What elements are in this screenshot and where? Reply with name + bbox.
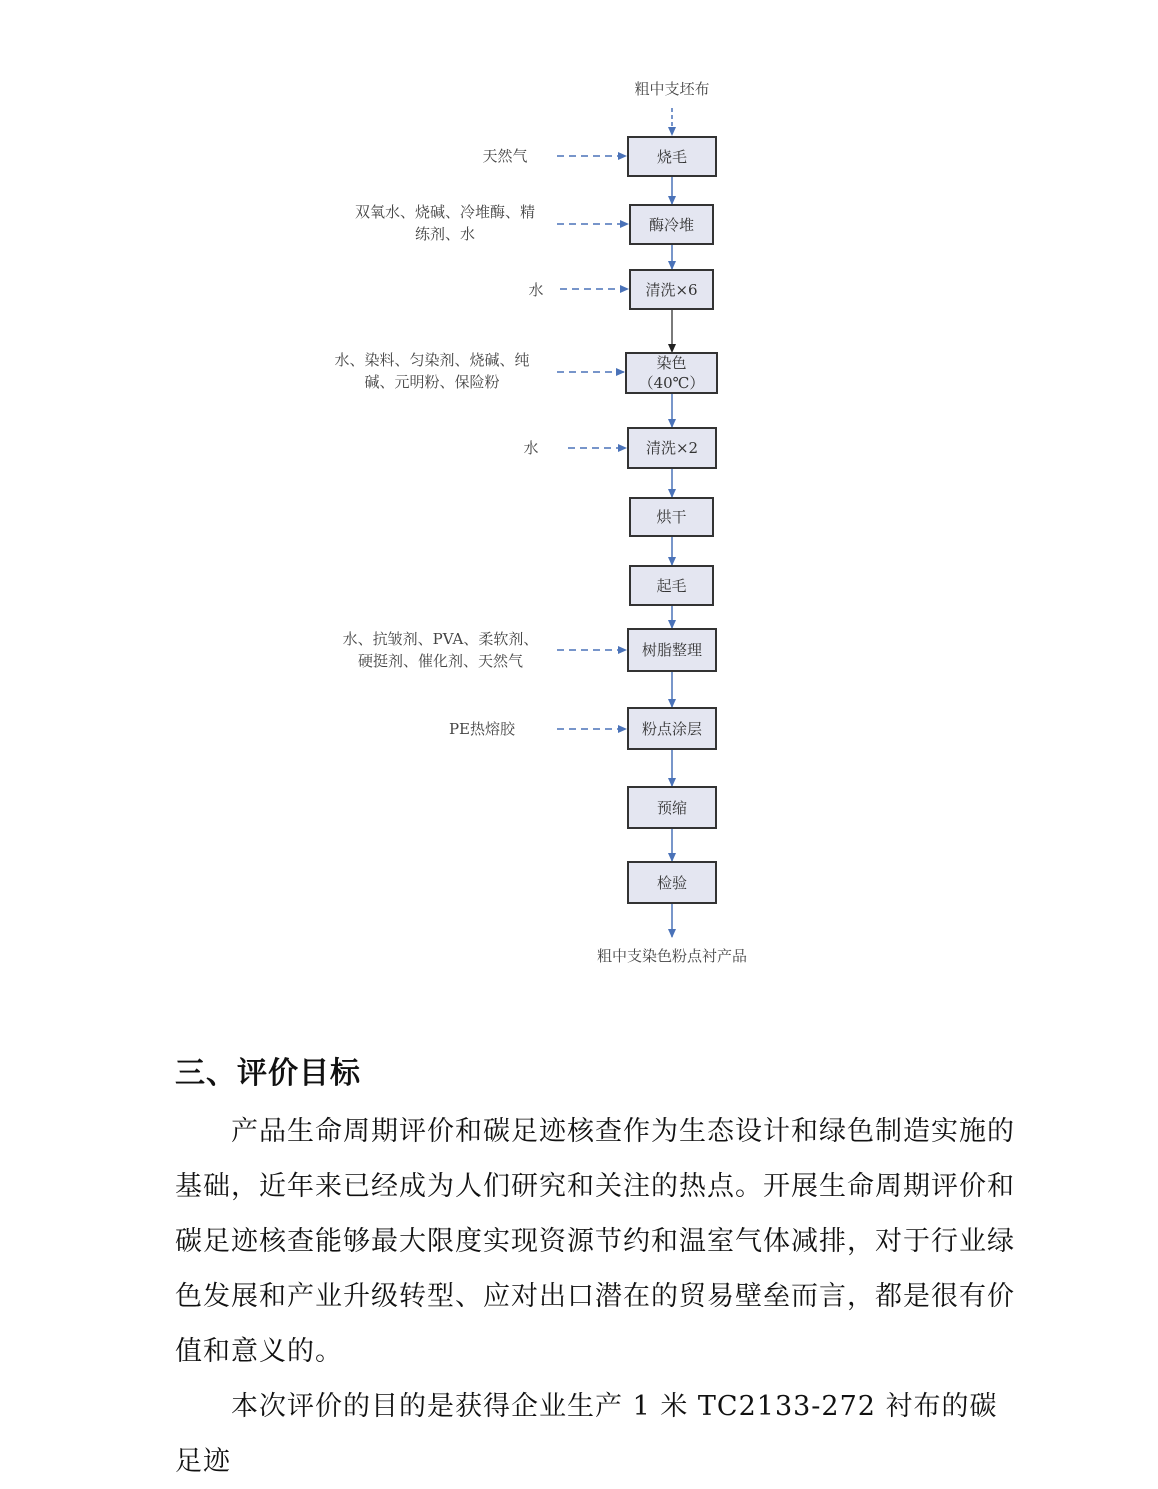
step-label: 粉点涂层 <box>641 719 702 738</box>
process-step-powder-dot-coating <box>627 707 717 750</box>
step-label: 酶冷堆 <box>648 215 694 234</box>
input-label-line: 水、染料、匀染剂、烧碱、纯 <box>334 351 530 369</box>
process-step-drying <box>629 497 714 537</box>
process-step-inspection <box>627 861 717 904</box>
section-heading: 三、评价目标 <box>175 1056 361 1091</box>
step-label: 树脂整理 <box>641 641 702 659</box>
process-step-enzyme-cold-pad <box>629 204 714 245</box>
step-label: 预缩 <box>656 798 687 817</box>
step-sublabel: （40℃） <box>638 374 705 392</box>
input-label-line: 水、抗皱剂、PVA、柔软剂、 <box>342 630 539 648</box>
process-step-resin-finishing <box>627 628 717 672</box>
process-step-singeing <box>627 136 717 177</box>
step-label: 烘干 <box>656 508 687 526</box>
process-step-wash-6 <box>629 269 714 310</box>
process-step-raising <box>629 565 714 606</box>
body-paragraph-1: 产品生命周期评价和碳足迹核查作为生态设计和绿色制造实施的基础，近年来已经成为人们研究和关注的热点。开展生命周期评价和碳足迹核查能够最大限度实现资源节约和温室气体减排，对于行业绿色发展和产业升级转型、应对出口潜在的贸易壁垒而言，都是很有价值和意义的。 <box>175 1116 1015 1367</box>
input-label-singeing: 天然气 <box>482 147 528 165</box>
input-label-line: 练剂、水 <box>414 225 475 243</box>
input-label-resin <box>318 628 563 672</box>
step-label: 清洗×6 <box>645 280 698 299</box>
step-label: 清洗×2 <box>645 439 699 457</box>
process-step-wash-2 <box>627 427 717 469</box>
input-label-coating: PE热熔胶 <box>448 720 516 738</box>
input-label-dyeing <box>312 349 552 393</box>
process-step-preshrinking <box>627 786 717 829</box>
process-step-dyeing <box>625 352 718 394</box>
body-paragraph-2: 本次评价的目的是获得企业生产 1 米 TC2133-272 衬布的碳足迹 <box>175 1391 998 1477</box>
output-product-label: 粗中支染色粉点衬产品 <box>596 947 747 965</box>
input-label-line: 双氧水、烧碱、冷堆酶、精 <box>354 203 535 221</box>
input-label-enzyme <box>330 201 560 245</box>
input-material-label: 粗中支坯布 <box>634 80 710 98</box>
step-label: 烧毛 <box>656 147 687 166</box>
step-label: 染色 <box>656 354 687 372</box>
input-label-line: 硬挺剂、催化剂、天然气 <box>357 652 523 670</box>
input-label-line: 碱、元明粉、保险粉 <box>364 373 500 391</box>
input-label-wash-6: 水 <box>528 281 544 299</box>
step-label: 起毛 <box>656 576 687 595</box>
input-label-wash-2: 水 <box>523 439 539 457</box>
step-label: 检验 <box>656 873 687 892</box>
